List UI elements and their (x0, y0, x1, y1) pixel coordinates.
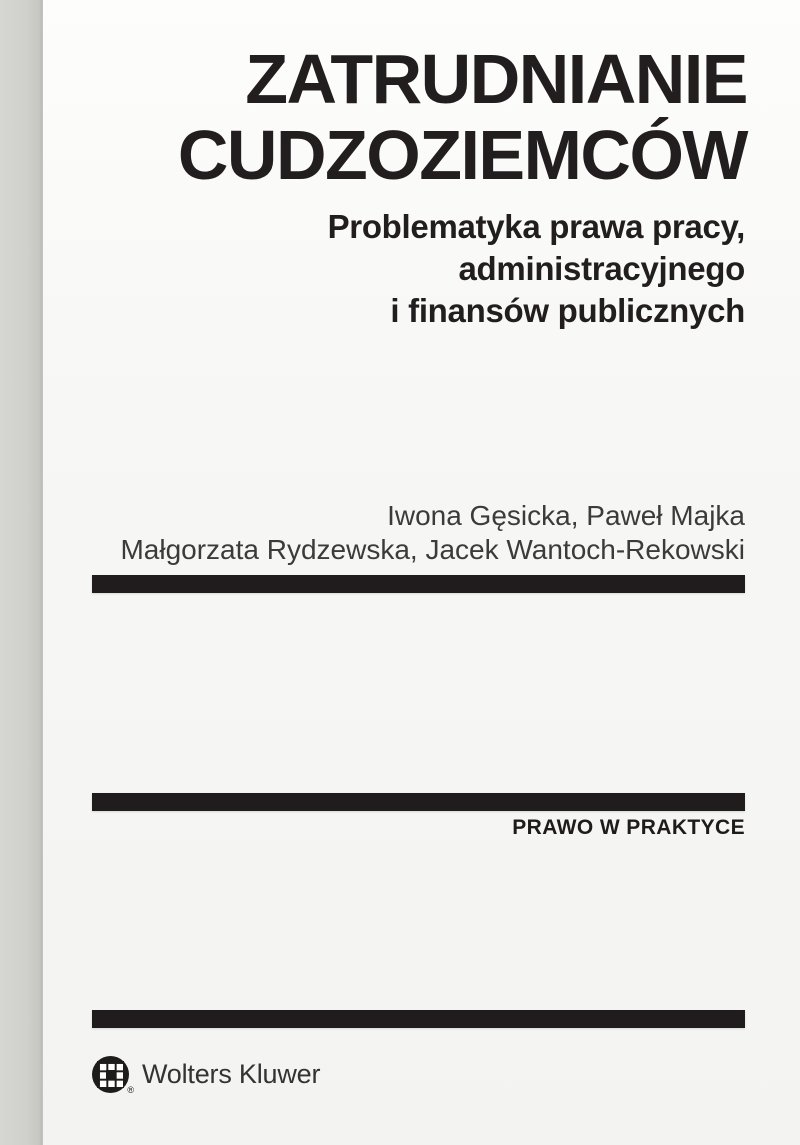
book-title-line-1: ZATRUDNIANIE (245, 40, 747, 118)
spine-strip (0, 0, 43, 1145)
book-title (178, 41, 747, 193)
divider-bar-bottom (92, 1010, 745, 1028)
divider-bar-middle (92, 793, 745, 811)
authors (120, 499, 745, 567)
publisher-logo (92, 1056, 320, 1093)
book-title-line-2: CUDZOZIEMCÓW (177, 116, 747, 194)
book-subtitle-line-2: administracyjnego (458, 250, 745, 287)
registered-trademark-symbol: ® (127, 1085, 134, 1095)
wolters-kluwer-globe-icon (92, 1056, 134, 1095)
series-label: PRAWO W PRAKTYCE (512, 816, 745, 839)
globe-center-dot-decoration (106, 1070, 115, 1079)
book-subtitle (328, 206, 745, 332)
authors-line-2: Małgorzata Rydzewska, Jacek Wantoch-Rekowski (120, 534, 745, 565)
book-subtitle-line-3: i finansów publicznych (390, 292, 745, 329)
divider-bar-top (92, 575, 745, 593)
publisher-name: Wolters Kluwer (142, 1059, 321, 1089)
book-subtitle-line-1: Problematyka prawa pracy, (327, 208, 745, 245)
authors-line-1: Iwona Gęsicka, Paweł Majka (387, 500, 745, 531)
